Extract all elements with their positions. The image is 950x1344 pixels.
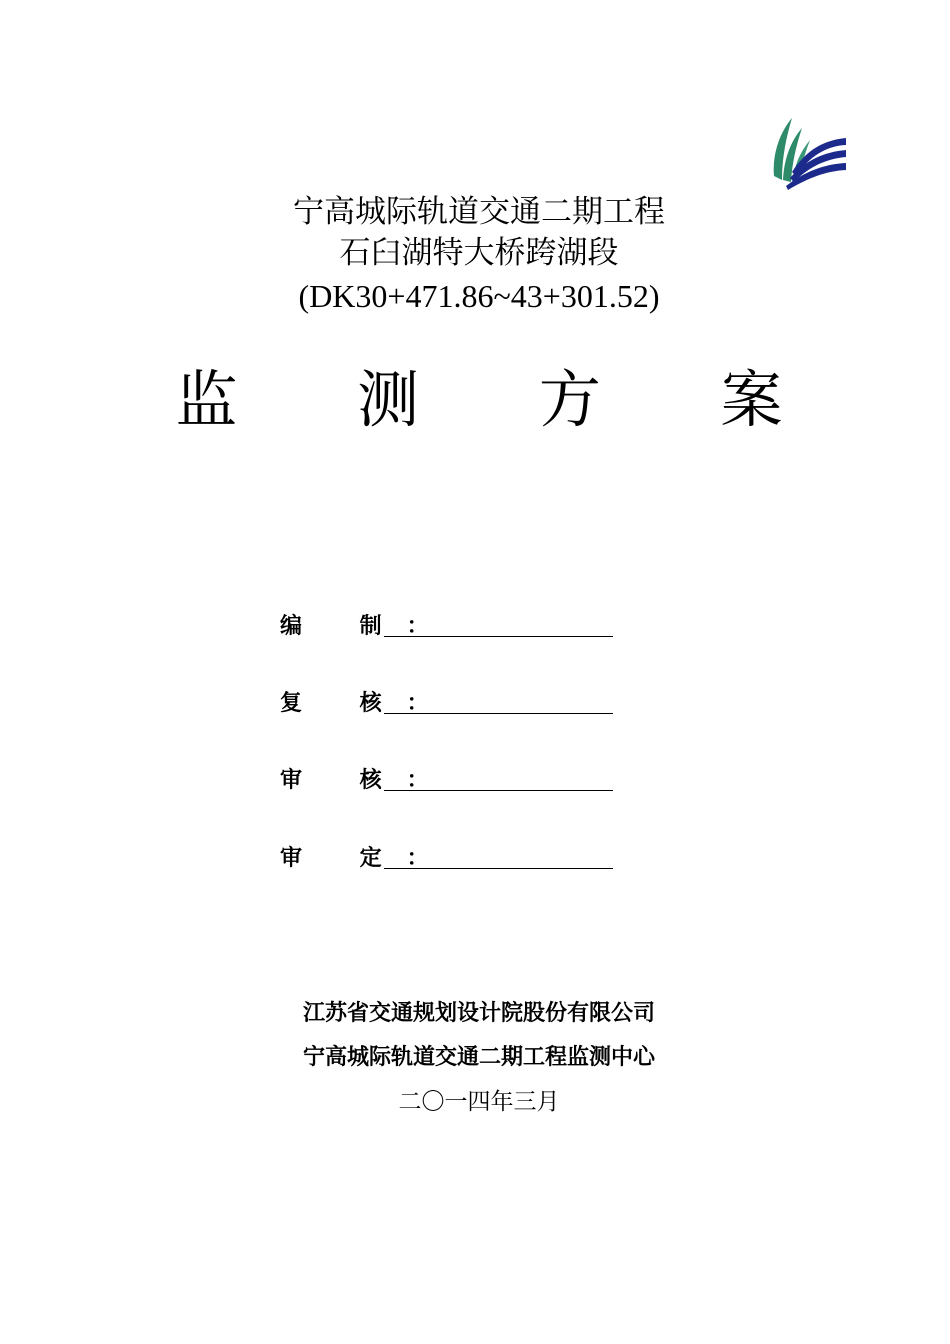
- document-title: 监 测 方 案: [175, 363, 833, 436]
- title-block: [0, 192, 950, 318]
- signature-row-compile: [280, 612, 454, 642]
- footer: [0, 994, 950, 1126]
- signature-label: 审 定：: [280, 846, 454, 871]
- signature-line: [384, 868, 613, 869]
- signature-row-review: [280, 689, 454, 719]
- signature-label: 复 核：: [280, 691, 454, 716]
- section-name: 石臼湖特大桥跨湖段: [339, 235, 619, 271]
- signature-label: 编 制：: [280, 614, 454, 639]
- monitoring-center: 宁高城际轨道交通二期工程监测中心: [302, 1045, 655, 1070]
- signature-label: 审 核：: [280, 768, 454, 793]
- document-date: 二〇一四年三月: [398, 1089, 560, 1115]
- company-logo-icon: [770, 116, 848, 190]
- project-name: 宁高城际轨道交通二期工程: [293, 194, 665, 230]
- mileage-range: (DK30+471.86~43+301.52): [298, 278, 660, 314]
- signature-line: [384, 713, 613, 714]
- signature-row-audit: [280, 766, 454, 796]
- signature-row-approve: [280, 844, 454, 874]
- company-name: 江苏省交通规划设计院股份有限公司: [302, 1001, 655, 1026]
- signature-line: [384, 790, 613, 791]
- signature-line: [384, 636, 613, 637]
